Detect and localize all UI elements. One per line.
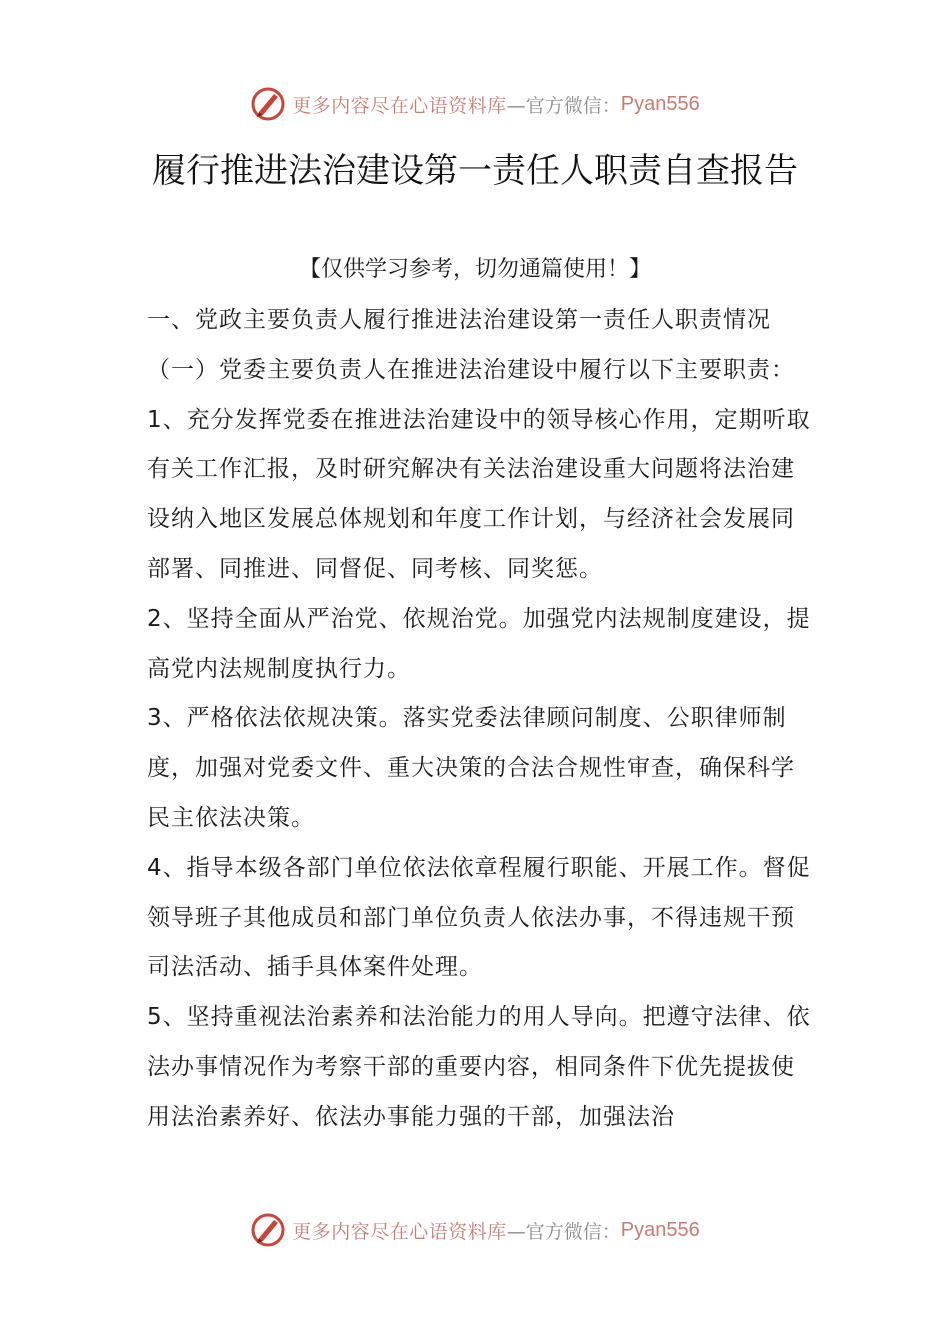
pen-logo-icon [250,86,286,122]
watermark-separator: —官方微信： [506,94,621,117]
paragraph-item-4: 4、指导本级各部门单位依法依章程履行职能、开展工作。督促领导班子其他成员和部门单位负责人依法办事，不得违规干预司法活动、插手具体案件处理。 [147,854,811,981]
usage-notice: 【仅供学习参考，切勿通篇使用！】 [298,257,651,282]
document-body [147,296,817,1143]
watermark-text: 更多内容尽在心语资料库 [292,1220,507,1243]
document-title: 履行推进法治建设第一责任人职责自查报告 [152,151,798,191]
paragraph-item-1: 1、充分发挥党委在推进法治建设中的领导核心作用，定期听取有关工作汇报，及时研究解决有关法治建设重大问题将法治建设纳入地区发展总体规划和年度工作计划，与经济社会发展同部署、同推进、同督促、同考核、同奖惩。 [147,406,811,582]
watermark-separator: —官方微信： [506,1220,621,1243]
watermark-footer [0,1210,950,1250]
paragraph-item-3: 3、严格依法依规决策。落实党委法律顾问制度、公职律师制度，加强对党委文件、重大决策的合法合规性审查，确保科学民主依法决策。 [147,705,795,831]
watermark-wechat-id: Pyan556 [620,92,700,115]
watermark-text: 更多内容尽在心语资料库 [292,94,507,117]
paragraph-item-2: 2、坚持全面从严治党、依规治党。加强党内法规制度建设，提高党内法规制度执行力。 [147,605,811,682]
paragraph-section-1: 一、党政主要负责人履行推进法治建设第一责任人职责情况（一）党委主要负责人在推进法治建设中履行以下主要职责： [147,307,795,383]
paragraph-item-5: 5、坚持重视法治素养和法治能力的用人导向。把遵守法律、依法办事情况作为考察干部的重要内容，相同条件下优先提拔使用法治素养好、依法办事能力强的干部，加强法治 [147,1004,811,1130]
watermark-wechat-id: Pyan556 [620,1218,700,1241]
pen-logo-icon [250,1212,286,1248]
watermark-header [0,84,950,124]
